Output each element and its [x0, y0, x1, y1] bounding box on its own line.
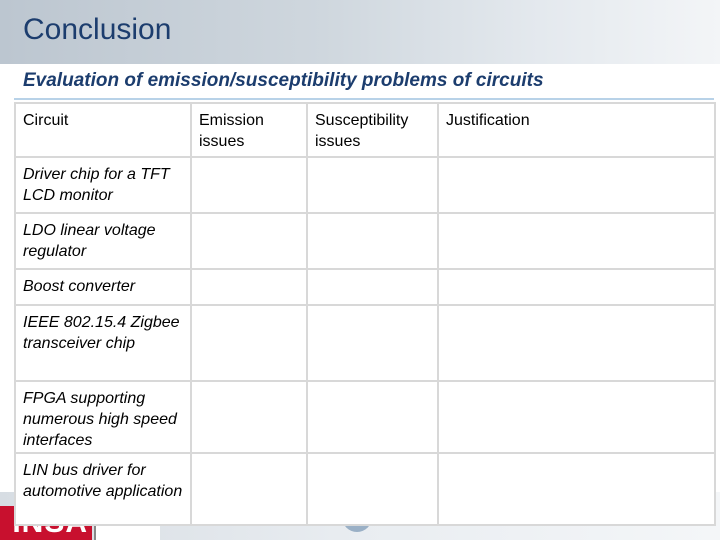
- justification-cell[interactable]: [438, 269, 715, 305]
- circuit-cell: Driver chip for a TFT LCD monitor: [15, 157, 191, 213]
- susceptibility-cell[interactable]: [307, 269, 438, 305]
- slide-subtitle: Evaluation of emission/susceptibility problems of circuits: [23, 70, 544, 91]
- justification-cell[interactable]: [438, 453, 715, 525]
- table-row: [15, 453, 715, 525]
- table-header-row: [15, 103, 715, 157]
- emission-cell[interactable]: [191, 213, 307, 269]
- evaluation-table: [14, 102, 716, 526]
- emission-cell[interactable]: [191, 269, 307, 305]
- circuit-cell: FPGA supporting numerous high speed interfaces: [15, 381, 191, 453]
- subtitle-divider: [14, 98, 714, 100]
- emission-cell[interactable]: [191, 381, 307, 453]
- susceptibility-cell[interactable]: [307, 381, 438, 453]
- circuit-cell: Boost converter: [15, 269, 191, 305]
- table-row: [15, 269, 715, 305]
- emission-cell[interactable]: [191, 453, 307, 525]
- emission-cell[interactable]: [191, 157, 307, 213]
- table-row: [15, 213, 715, 269]
- circuit-cell: LDO linear voltage regulator: [15, 213, 191, 269]
- header-emission: Emission issues: [191, 103, 307, 157]
- circuit-cell: LIN bus driver for automotive application: [15, 453, 191, 525]
- justification-cell[interactable]: [438, 157, 715, 213]
- susceptibility-cell[interactable]: [307, 453, 438, 525]
- justification-cell[interactable]: [438, 213, 715, 269]
- susceptibility-cell[interactable]: [307, 213, 438, 269]
- header-susceptibility: Susceptibility issues: [307, 103, 438, 157]
- slide-title: Conclusion: [23, 13, 172, 46]
- susceptibility-cell[interactable]: [307, 157, 438, 213]
- justification-cell[interactable]: [438, 381, 715, 453]
- table-row: [15, 381, 715, 453]
- justification-cell[interactable]: [438, 305, 715, 381]
- header-justification: Justification: [438, 103, 715, 157]
- table-row: [15, 157, 715, 213]
- susceptibility-cell[interactable]: [307, 305, 438, 381]
- emission-cell[interactable]: [191, 305, 307, 381]
- header-circuit: Circuit: [15, 103, 191, 157]
- table-row: [15, 305, 715, 381]
- circuit-cell: IEEE 802.15.4 Zigbee transceiver chip: [15, 305, 191, 381]
